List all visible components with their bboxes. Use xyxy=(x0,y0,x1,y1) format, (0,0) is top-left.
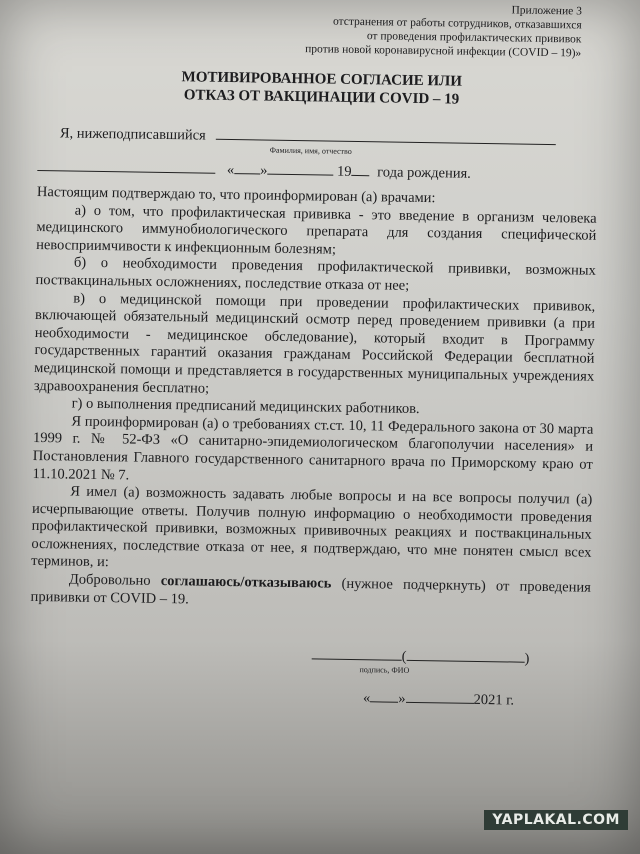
paragraph-a: а) о том, что профилактическая прививка - это введение в организм человека медицинского иммунобиологического препарата для создания специфической невосприимчивости к инфекционным болезням; xyxy=(36,202,597,258)
decision-tail: (нужное подчеркнуть) от проведения прививки от COVID – 19. xyxy=(30,575,591,608)
sign-month-blank[interactable] xyxy=(406,690,474,704)
sign-day-blank[interactable] xyxy=(370,690,398,703)
quote-close: » xyxy=(260,162,268,179)
paragraph-decision xyxy=(30,571,590,615)
appendix-header xyxy=(39,0,600,61)
fio-caption: Фамилия, имя, отчество xyxy=(269,145,352,156)
paren-open: ( xyxy=(401,649,407,666)
signature-caption: подпись, ФИО xyxy=(359,665,410,676)
appendix-line: Приложение 3 xyxy=(511,4,582,18)
paragraph-questions: Я имел (а) возможность задавать любые вопросы и на все вопросы получил (а) исчерпывающие ответы. Получив полную информацию о необходимости проведения профилактической прививки, возможных прививочных реакциях и поствакцинальных осложнениях, последствие отказа от нее, я подтверждаю, что мне понятен смысл всех терминов, и: xyxy=(31,483,593,571)
document-content xyxy=(29,0,600,711)
birth-month-blank[interactable] xyxy=(267,162,333,176)
date-quote-open: « xyxy=(362,690,371,707)
title-line: ОТКАЗ ОТ ВАКЦИНАЦИИ COVID – 19 xyxy=(183,87,460,108)
birth-suffix: года рождения. xyxy=(377,164,471,182)
consent-body xyxy=(30,184,597,615)
sign-year: 2021 г. xyxy=(473,692,515,709)
year-prefix: 19 xyxy=(336,163,352,180)
paragraph-intro: Настоящим подтверждаю то, что проинформирован (а) врачами: xyxy=(36,183,436,207)
paragraph-law: Я проинформирован (а) о требованиях ст.ст. 10, 11 Федерального закона от 30 марта 1999 г. № 52-ФЗ «О санитарно-эпидемиологическом благополучии населения» и Постановления Главного государственного санитарного врача по Приморскому краю от 11.10.2021 № 7. xyxy=(32,413,594,483)
signature-block xyxy=(29,642,590,711)
paragraph-c: в) о медицинской помощи при проведении профилактических прививок, включающей обязательный медицинский осмотр перед проведением прививки (а при необходимости - медицинское обследование), который входит в Программу государственных гарантий оказания гражданам Российской Федерации бесплатной медицинской помощи и представляется в государственных муниципальных учреждениях здравоохранения бесплатно; xyxy=(33,290,596,397)
decision-lead: Добровольно xyxy=(68,571,161,590)
fio-short-blank[interactable] xyxy=(407,648,525,663)
signature-blank[interactable] xyxy=(312,647,402,661)
paragraph-d: г) о выполнения предписаний медицинских работников. xyxy=(71,395,420,418)
paren-close: ) xyxy=(524,650,530,668)
birth-year-blank[interactable] xyxy=(352,163,370,176)
quote-open: « xyxy=(226,161,235,179)
birth-place-blank[interactable] xyxy=(37,158,215,174)
appendix-line: отстранения от работы сотрудников, отказавшихся xyxy=(332,15,582,32)
date-quote-close: » xyxy=(398,690,406,708)
paragraph-b: б) о необходимости проведения профилактической прививки, возможных поствакцинальных осложнениях, последствие отказа от нее; xyxy=(35,254,596,294)
birth-date-line xyxy=(37,158,597,185)
appendix-line: от проведения профилактических прививок xyxy=(366,30,582,46)
site-watermark: YAPLAKAL.COM xyxy=(484,810,628,830)
undersigned-label: Я, нижеподписавшийся xyxy=(59,125,206,144)
birth-day-blank[interactable] xyxy=(234,161,260,174)
appendix-line: против новой коронавирусной инфекции (COVID – 19)» xyxy=(305,43,582,60)
title-line: МОТИВИРОВАННОЕ СОГЛАСИЕ ИЛИ xyxy=(181,69,463,90)
decision-choice[interactable]: соглашаюсь/отказываюсь xyxy=(160,573,332,592)
